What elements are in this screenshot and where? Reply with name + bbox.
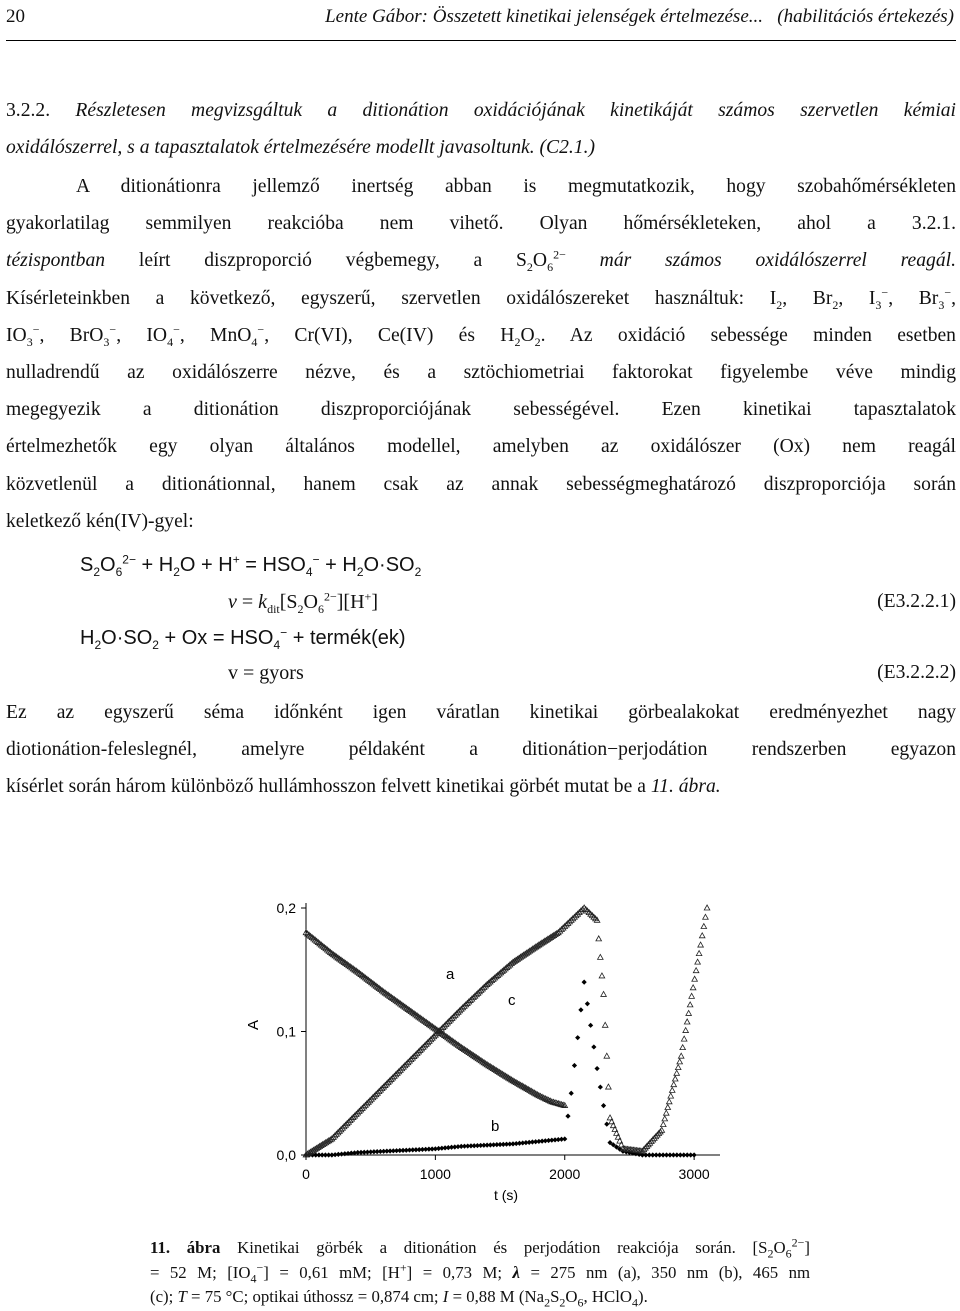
y-tick-label: 0,2	[276, 900, 296, 916]
series-c-point	[602, 1022, 608, 1027]
para1-line: értelmezhetők egy olyan általános modellel, amelyben az oxidálószer (Ox) nem reagál	[6, 436, 956, 458]
series-c-point	[660, 1122, 666, 1127]
series-c-point	[665, 1105, 671, 1110]
series-c-point	[599, 973, 605, 978]
caption-line: 11. ábra Kinetikai görbék a ditionátion és perjodátion reakciója során. $[S_2O_6^{2-}]$	[150, 1235, 810, 1261]
para2-line: kísérlet során három különböző hullámhosszon felvett kinetikai görbét mutat be a 11. ábra.	[6, 776, 721, 798]
x-tick-label: 0	[302, 1166, 310, 1182]
series-b-point	[692, 1152, 697, 1157]
para1-line: keletkező kén(IV)-gyel:	[6, 510, 194, 532]
para1-line: A ditionátionra jellemző inertség abban is megmutatkozik, hogy szobahőmérsékleten	[76, 176, 956, 197]
series-c-point	[690, 985, 696, 990]
page-header	[6, 0, 956, 38]
series-c-point	[696, 951, 702, 956]
series-c-point	[671, 1082, 677, 1087]
x-tick-label: 2000	[549, 1166, 581, 1182]
annotation-c: c	[508, 992, 516, 1009]
para2-line: diotionátion-feleslegnél, amelyre példaként a ditionátion−perjodátion rendszerben egyazon	[6, 739, 956, 761]
series-c-point	[669, 1087, 675, 1092]
series-c-point	[663, 1110, 669, 1115]
series-b-point	[565, 1113, 570, 1118]
series-c-point	[699, 933, 705, 938]
para1-line: $IO_3^-$, BrO$_3$−, $IO_4^-$, MnO$_4$−, Cr(VI), Ce(IV) és $H_2O_2$. Az oxidáció sebessége minden esetben	[6, 322, 956, 349]
series-b-point	[591, 1044, 596, 1049]
series-c-point	[678, 1053, 684, 1058]
series-c-point	[668, 1093, 674, 1098]
para1-line: gyakorlatilag semmilyen reakcióba nem vihető. Olyan hőmérsékleteken, ahol a 3.2.1.	[6, 213, 956, 235]
paragraph-1	[6, 168, 956, 540]
section-number: 3.2.2.	[6, 100, 51, 121]
para1-line: nulladrendű az oxidálószerre nézve, és a sztöchiometriai faktorokat figyelembe véve mindig	[6, 362, 956, 384]
series-c-point	[681, 1036, 687, 1041]
series-b-point	[582, 980, 587, 985]
series-b-point	[572, 1063, 577, 1068]
x-tick-label: 1000	[419, 1166, 451, 1182]
annotation-a: a	[446, 966, 455, 983]
series-c-point	[698, 942, 704, 947]
series-c-point	[683, 1028, 689, 1033]
section-heading	[6, 92, 956, 166]
series-c-point	[598, 954, 604, 959]
series-c-point	[672, 1076, 678, 1081]
series-c-point	[686, 1010, 692, 1015]
series-c-point	[703, 914, 709, 919]
series-c-point	[662, 1116, 668, 1121]
series-b-point	[562, 1136, 567, 1141]
series-c-point	[606, 1084, 612, 1089]
page-number: 20	[6, 6, 25, 27]
annotation-b: b	[491, 1118, 500, 1135]
para2-line: Ez az egyszerű séma időnként igen váratlan kinetikai görbealakokat eredményezhet nagy	[6, 702, 956, 723]
equation-2: $H_2O\cdot SO_2 + Ox = HSO_4^-$ + termék(ek)	[80, 625, 406, 652]
y-tick-label: 0,0	[276, 1147, 296, 1163]
series-c-point	[689, 993, 695, 998]
running-head: Lente Gábor: Összetett kinetikai jelenségek értelmezése... (habilitációs értekezés)	[325, 6, 954, 27]
series-c-point	[666, 1099, 672, 1104]
x-tick-label: 3000	[678, 1166, 710, 1182]
rate-law-2: v = gyors	[228, 662, 304, 684]
section-title-line-2: oxidálószerrel, s a tapasztalatok értelmezésére modellt javasoltunk. (C2.1.)	[6, 137, 595, 159]
series-b-point	[588, 1023, 593, 1028]
series-c-point	[695, 959, 701, 964]
series-c-point	[692, 976, 698, 981]
series-b-point	[601, 1103, 606, 1108]
equation-label-2: (E3.2.2.2)	[877, 662, 956, 683]
rate-law-1: $v = k_{dit}[S_2O_6^{2-}][H^+]$	[228, 589, 378, 616]
series-b-point	[598, 1084, 603, 1089]
series-c-point	[684, 1019, 690, 1024]
series-b-point	[569, 1091, 574, 1096]
series-c-point	[677, 1059, 683, 1064]
para1-line: tézispontban leírt diszproporció végbemegy, a $S_2O_6^{2-}$ már számos oxidálószerrel reagál.	[6, 247, 956, 275]
equation-1: $S_2O_6^{2-} + H_2O + H^+ = HSO_4^- + H_2O\cdot SO_2$	[80, 552, 422, 579]
series-b-point	[575, 1035, 580, 1040]
series-c-point	[704, 905, 710, 910]
equation-label-1: (E3.2.2.1)	[877, 591, 956, 612]
series-b-point	[594, 1066, 599, 1071]
series-c-point	[675, 1065, 681, 1070]
caption-line: (c); T = 75 °C; optikai úthossz = 0,874 cm; I = 0,88 M ($Na_2S_2O_6$, HClO$_4$).	[150, 1287, 648, 1310]
chart-axes	[277, 900, 720, 1182]
y-tick-label: 0,1	[276, 1023, 296, 1040]
chart-marks	[303, 905, 710, 1158]
paragraph-2	[6, 694, 956, 806]
para1-line: közvetlenül a ditionátionnal, hanem csak az annak sebességmeghatározó diszproporciója során	[6, 473, 956, 495]
section-title-line-1: 3.2.2. Részletesen megvizsgáltuk a ditionátion oxidációjának kinetikáját számos szervetlen kémiai	[6, 100, 956, 121]
y-axis-label: A	[245, 1019, 262, 1031]
series-b-point	[585, 1001, 590, 1006]
header-rule	[6, 40, 956, 41]
para1-line: Kísérleteinkben a következő, egyszerű, szervetlen oxidálószereket használtuk: $I_2$, $Br_2$, $I_3^-$, $Br_3^-$,	[6, 285, 956, 312]
series-b-point	[578, 1007, 583, 1012]
series-c-point	[701, 924, 707, 929]
caption-line: = 52 M; $[IO_4^-] = 0,61$ mM; [H+] = 0,73 M; λ = 275 nm (a), 350 nm (b), 465 nm	[150, 1259, 811, 1285]
series-c-point	[674, 1070, 680, 1075]
series-c-point	[601, 991, 607, 996]
kinetic-curves-chart	[0, 860, 960, 1232]
series-c-point	[693, 968, 699, 973]
series-c-point	[680, 1045, 686, 1050]
series-c-point	[596, 936, 602, 941]
series-c-point	[604, 1053, 610, 1058]
x-axis-label: t (s)	[493, 1187, 519, 1203]
para1-line: megegyezik a ditionátion diszproporciójának sebességével. Ezen kinetikai tapasztalatok	[6, 399, 956, 421]
series-c-point	[687, 1002, 693, 1007]
figure-caption	[150, 1236, 810, 1310]
